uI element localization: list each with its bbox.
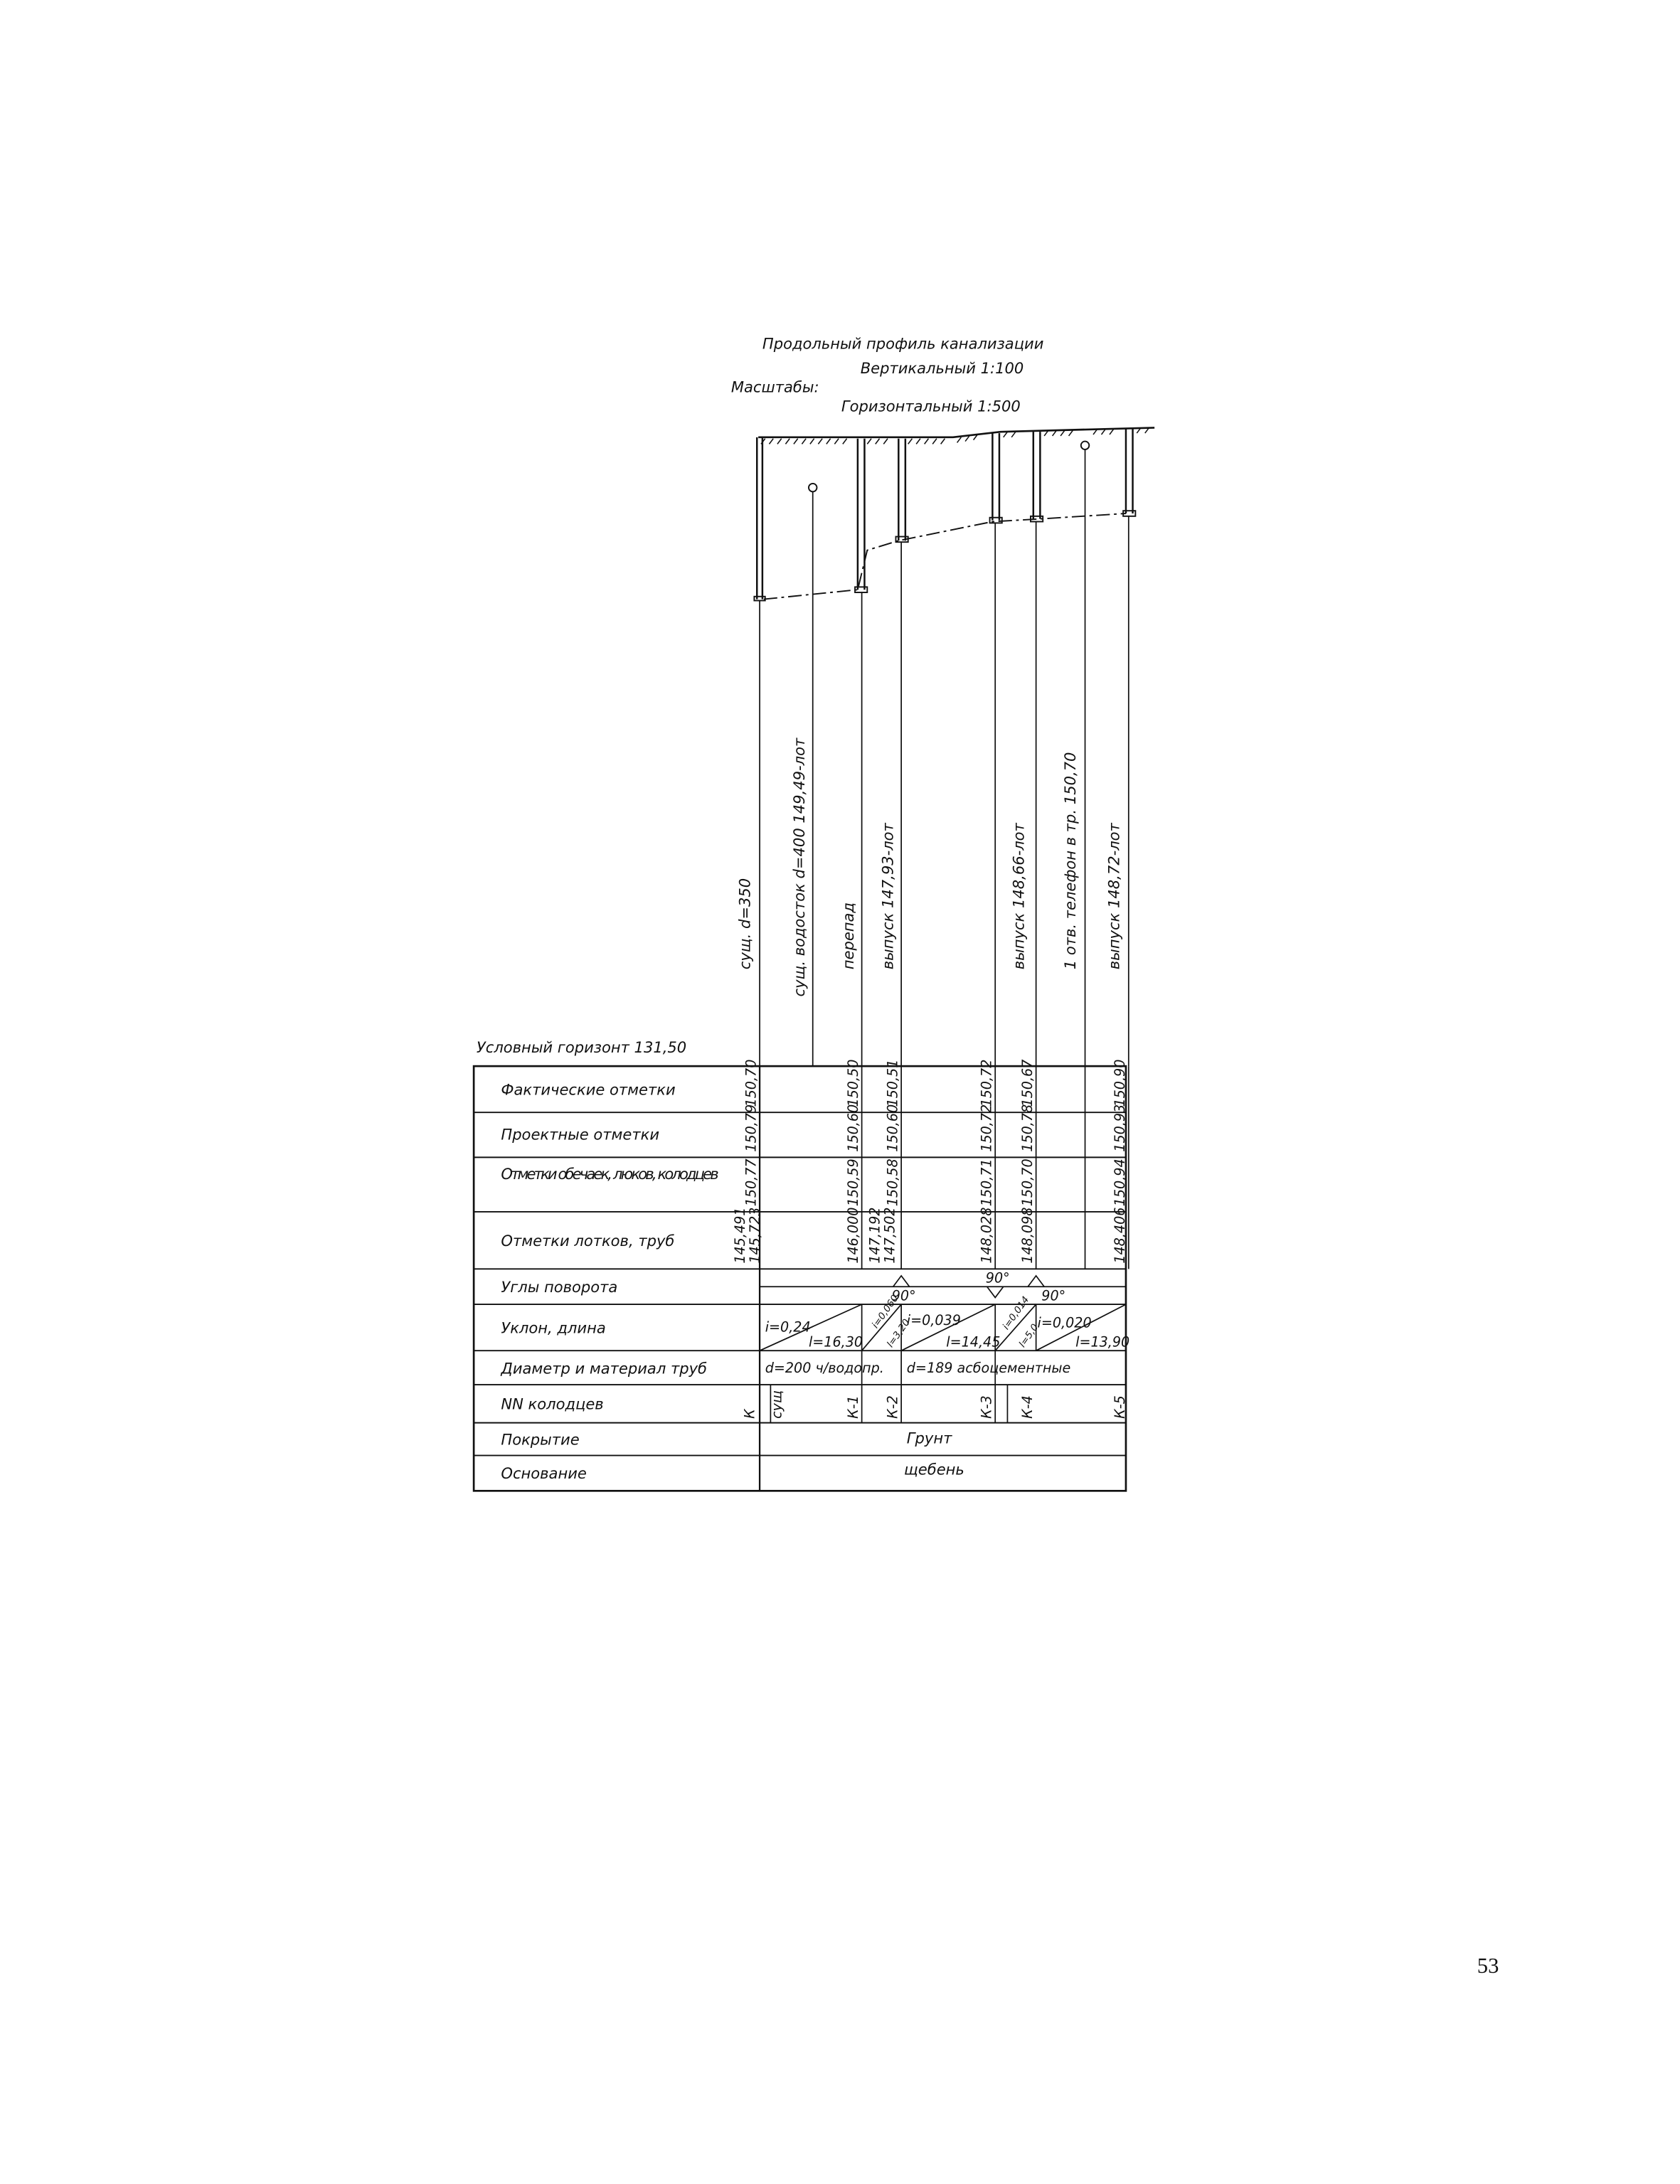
svg-text:150,90: 150,90 — [1112, 1059, 1129, 1107]
row-slope-length: Уклон, длина — [501, 1319, 606, 1337]
svg-text:i=0,014: i=0,014 — [1001, 1294, 1032, 1332]
svg-text:l=14,45: l=14,45 — [946, 1333, 1001, 1351]
invert-values — [732, 1208, 1128, 1264]
cover-value: Грунт — [906, 1429, 952, 1447]
conditional-horizon: Условный горизонт 131,50 — [476, 1038, 687, 1056]
svg-text:150,77: 150,77 — [743, 1158, 760, 1207]
svg-text:К-5: К-5 — [1112, 1395, 1129, 1419]
svg-text:150,72: 150,72 — [978, 1104, 995, 1152]
telephone-crossing — [1081, 442, 1089, 449]
page-number: 53 — [1477, 1953, 1499, 1978]
row-cover: Покрытие — [501, 1430, 580, 1449]
svg-text:150,60: 150,60 — [884, 1104, 901, 1152]
row-actual-elevations: Фактические отметки — [501, 1080, 676, 1099]
svg-text:150,72: 150,72 — [978, 1059, 995, 1107]
row-invert-elevations: Отметки лотков, труб — [501, 1231, 675, 1250]
svg-text:150,51: 150,51 — [884, 1059, 901, 1107]
scale-horizontal: Горизонтальный 1:500 — [841, 397, 1021, 415]
svg-text:150,67: 150,67 — [1019, 1059, 1036, 1107]
svg-text:150,78: 150,78 — [1019, 1104, 1036, 1152]
pipe-invert-line — [764, 513, 1126, 600]
svg-text:147,192: 147,192 — [866, 1207, 883, 1264]
svg-text:i=0,24: i=0,24 — [765, 1319, 811, 1336]
svg-text:150,94: 150,94 — [1112, 1158, 1129, 1207]
svg-text:150,70: 150,70 — [743, 1059, 760, 1107]
rim-values — [743, 1158, 1128, 1206]
ground-surface — [758, 427, 1154, 444]
svg-text:150,71: 150,71 — [978, 1158, 995, 1207]
well-existing — [754, 437, 765, 601]
well-numbers — [741, 1390, 1128, 1419]
svg-text:90°: 90° — [1041, 1287, 1066, 1304]
svg-text:l=5,0: l=5,0 — [1017, 1322, 1041, 1350]
svg-text:90°: 90° — [891, 1287, 916, 1304]
svg-text:90°: 90° — [985, 1269, 1010, 1287]
label-outlet-2: выпуск 148,66-лот — [1009, 823, 1028, 970]
drawing-title: Продольный профиль канализации — [762, 334, 1044, 353]
svg-text:150,59: 150,59 — [844, 1158, 861, 1207]
svg-text:150,70: 150,70 — [1019, 1158, 1036, 1207]
svg-text:148,406: 148,406 — [1112, 1207, 1129, 1264]
design-values — [743, 1104, 1128, 1152]
well-k1 — [855, 439, 867, 592]
svg-text:146,000: 146,000 — [844, 1207, 861, 1264]
label-drop: перепад — [839, 902, 858, 970]
svg-text:145,491: 145,491 — [732, 1207, 749, 1264]
svg-text:150,58: 150,58 — [884, 1158, 901, 1207]
row-pipe-diameter: Диаметр и материал труб — [501, 1359, 708, 1378]
svg-text:i=0,060: i=0,060 — [870, 1293, 901, 1331]
row-turn-angles: Углы поворота — [501, 1277, 618, 1296]
label-existing-d350: сущ. d=350 — [735, 878, 754, 970]
label-telephone: 1 отв. телефон в тр. 150,70 — [1061, 752, 1080, 970]
svg-text:К-4: К-4 — [1019, 1395, 1036, 1419]
svg-text:сущ: сущ — [768, 1390, 785, 1419]
storm-drain-crossing — [809, 484, 817, 491]
svg-text:К-3: К-3 — [978, 1395, 995, 1419]
label-outlet-1: выпуск 147,93-лот — [878, 823, 897, 970]
svg-text:150,93: 150,93 — [1112, 1104, 1129, 1152]
well-k5 — [1123, 429, 1135, 516]
svg-text:148,098: 148,098 — [1019, 1207, 1036, 1264]
row-base: Основание — [501, 1464, 587, 1483]
well-k3 — [990, 433, 1002, 523]
scales-label: Масштабы: — [730, 378, 819, 396]
svg-text:К-1: К-1 — [844, 1395, 861, 1419]
svg-text:147,502: 147,502 — [881, 1207, 898, 1264]
svg-text:i=0,020: i=0,020 — [1037, 1314, 1092, 1331]
svg-text:150,60: 150,60 — [844, 1104, 861, 1152]
well-k4 — [1031, 432, 1043, 521]
label-storm-drain: сущ. водосток d=400 149,49-лот — [790, 737, 809, 997]
base-value: щебень — [903, 1460, 964, 1479]
diameter-asbestos-cement: d=189 асбоцементные — [906, 1359, 1071, 1376]
diameter-cast-iron: d=200 ч/водопр. — [765, 1359, 884, 1376]
well-k2 — [895, 439, 908, 542]
svg-text:i=0,039: i=0,039 — [906, 1311, 961, 1328]
row-design-elevations: Проектные отметки — [501, 1125, 660, 1144]
svg-text:148,028: 148,028 — [978, 1207, 995, 1264]
svg-text:К: К — [741, 1409, 758, 1419]
svg-text:l=13,90: l=13,90 — [1075, 1333, 1130, 1351]
row-rim-elevations: Отметки обечаек, люков, колодцев — [501, 1165, 719, 1183]
svg-text:150,79: 150,79 — [743, 1104, 760, 1152]
svg-text:145,723: 145,723 — [747, 1207, 764, 1264]
svg-text:l=3,20: l=3,20 — [885, 1317, 913, 1350]
label-outlet-3: выпуск 148,72-лот — [1105, 823, 1123, 970]
svg-text:l=16,30: l=16,30 — [808, 1333, 863, 1351]
svg-text:150,50: 150,50 — [844, 1059, 861, 1107]
svg-text:К-2: К-2 — [884, 1395, 901, 1419]
row-well-numbers: NN колодцев — [501, 1395, 604, 1413]
scale-vertical: Вертикальный 1:100 — [860, 358, 1024, 377]
slope-length — [760, 1294, 1129, 1351]
turn-angles — [760, 1269, 1126, 1304]
